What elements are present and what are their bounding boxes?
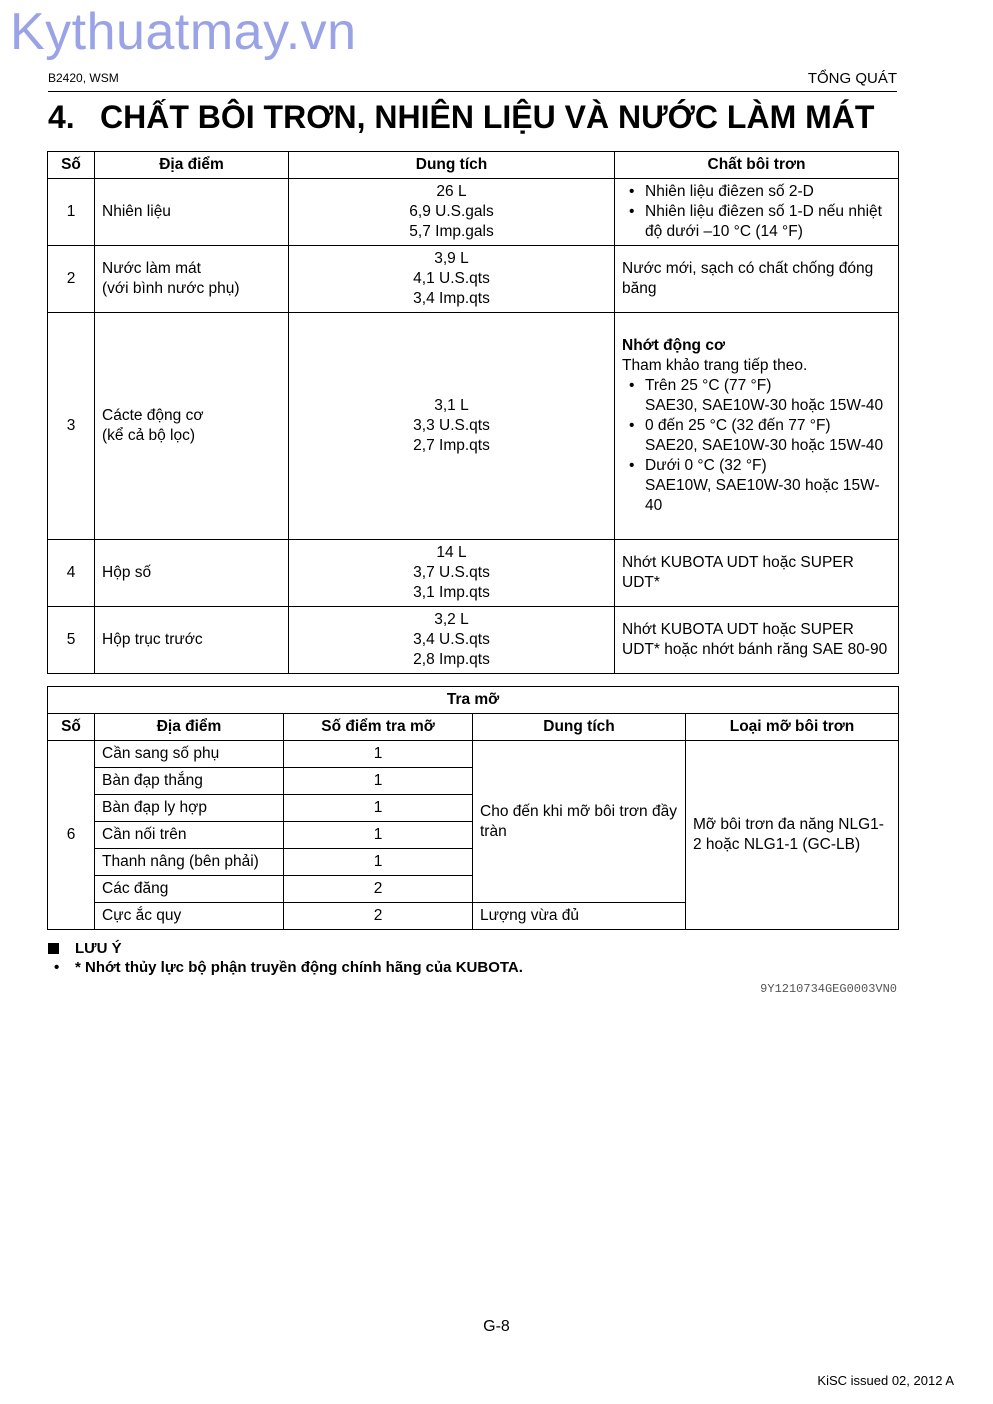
table-row bbox=[48, 607, 899, 674]
row-no: 2 bbox=[48, 246, 95, 313]
row-location: Cực ắc quy bbox=[95, 903, 284, 930]
title-text: CHẤT BÔI TRƠN, NHIÊN LIỆU VÀ NƯỚC LÀM MÁT bbox=[100, 99, 875, 135]
row-no: 5 bbox=[48, 607, 95, 674]
col-header-capacity: Dung tích bbox=[289, 152, 615, 179]
issued-note: KiSC issued 02, 2012 A bbox=[817, 1373, 954, 1388]
row-location: Bàn đạp thắng bbox=[95, 768, 284, 795]
row-lubricant bbox=[615, 179, 899, 246]
row-location: Hộp số bbox=[95, 540, 289, 607]
header-model: B2420, WSM bbox=[48, 71, 119, 85]
title-number: 4. bbox=[48, 99, 75, 135]
table-row bbox=[48, 313, 899, 540]
lubricant-heading: Nhớt động cơ bbox=[622, 337, 725, 354]
col-header-location: Địa điểm bbox=[95, 714, 284, 741]
page-title bbox=[48, 97, 874, 137]
bullet-item: • Trên 25 °C (77 °F) SAE30, SAE10W-30 hoặc 15W-40 bbox=[622, 376, 891, 416]
row-lubricant bbox=[615, 313, 899, 540]
bullet-icon: • bbox=[54, 959, 60, 976]
row-location: Cần nối trên bbox=[95, 822, 284, 849]
document-code: 9Y1210734GEG0003VN0 bbox=[760, 982, 897, 996]
row-location: Bàn đạp ly hợp bbox=[95, 795, 284, 822]
row-location: Cácte động cơ (kể cả bộ lọc) bbox=[95, 313, 289, 540]
col-header-no: Số bbox=[48, 152, 95, 179]
fluids-table bbox=[47, 151, 899, 674]
row-capacity: 3,1 L 3,3 U.S.qts 2,7 Imp.qts bbox=[289, 313, 615, 540]
row-lubricant: Nhớt KUBOTA UDT hoặc SUPER UDT* bbox=[615, 540, 899, 607]
col-header-lubricant: Chất bôi trơn bbox=[615, 152, 899, 179]
table-header-row bbox=[48, 714, 899, 741]
row-location: Nhiên liệu bbox=[95, 179, 289, 246]
col-header-capacity: Dung tích bbox=[473, 714, 686, 741]
col-header-location: Địa điểm bbox=[95, 152, 289, 179]
row-location: Cần sang số phụ bbox=[95, 741, 284, 768]
page-number: G-8 bbox=[483, 1318, 510, 1335]
row-no: 4 bbox=[48, 540, 95, 607]
table-row bbox=[48, 246, 899, 313]
row-no: 1 bbox=[48, 179, 95, 246]
row-capacity: 3,9 L 4,1 U.S.qts 3,4 Imp.qts bbox=[289, 246, 615, 313]
row-points: 2 bbox=[284, 876, 473, 903]
grease-caption: Tra mỡ bbox=[48, 687, 899, 714]
table-row bbox=[48, 741, 899, 768]
lubricant-intro: Tham khảo trang tiếp theo. bbox=[622, 357, 808, 374]
table-row bbox=[48, 179, 899, 246]
row-location: Thanh nâng (bên phải) bbox=[95, 849, 284, 876]
row-lubricant: Nhớt KUBOTA UDT hoặc SUPER UDT* hoặc nhớt bánh răng SAE 80-90 bbox=[615, 607, 899, 674]
note-text: * Nhớt thủy lực bộ phận truyền động chính hãng của KUBOTA. bbox=[75, 959, 523, 976]
row-capacity: Cho đến khi mỡ bôi trơn đầy tràn bbox=[473, 741, 686, 903]
row-points: 1 bbox=[284, 849, 473, 876]
row-location: Các đăng bbox=[95, 876, 284, 903]
row-no: 6 bbox=[48, 741, 95, 930]
row-capacity: 3,2 L 3,4 U.S.qts 2,8 Imp.qts bbox=[289, 607, 615, 674]
bullet-item: • Nhiên liệu điêzen số 2-D bbox=[622, 182, 891, 202]
grease-caption-row bbox=[48, 687, 899, 714]
row-capacity: 14 L 3,7 U.S.qts 3,1 Imp.qts bbox=[289, 540, 615, 607]
row-capacity: 26 L 6,9 U.S.gals 5,7 Imp.gals bbox=[289, 179, 615, 246]
row-points: 1 bbox=[284, 795, 473, 822]
row-points: 1 bbox=[284, 822, 473, 849]
watermark: Kythuatmay.vn bbox=[10, 3, 357, 61]
row-no: 3 bbox=[48, 313, 95, 540]
row-grease-type: Mỡ bôi trơn đa năng NLG1-2 hoặc NLG1-1 (GC-LB) bbox=[686, 741, 899, 930]
bullet-item: • Dưới 0 °C (32 °F) SAE10W, SAE10W-30 hoặc 15W-40 bbox=[622, 456, 891, 516]
bullet-item: • 0 đến 25 °C (32 đến 77 °F) SAE20, SAE10W-30 hoặc 15W-40 bbox=[622, 416, 891, 456]
row-location: Hộp trục trước bbox=[95, 607, 289, 674]
table-row bbox=[48, 540, 899, 607]
header-section: TỔNG QUÁT bbox=[807, 70, 897, 87]
row-location: Nước làm mát (với bình nước phụ) bbox=[95, 246, 289, 313]
col-header-no: Số bbox=[48, 714, 95, 741]
row-lubricant: Nước mới, sạch có chất chống đóng băng bbox=[615, 246, 899, 313]
row-points: 1 bbox=[284, 741, 473, 768]
bullet-item: • Nhiên liệu điêzen số 1-D nếu nhiệt độ dưới –10 °C (14 °F) bbox=[622, 202, 891, 242]
note-title: LƯU Ý bbox=[75, 940, 122, 957]
header-rule bbox=[48, 91, 897, 92]
row-points: 2 bbox=[284, 903, 473, 930]
note-square-icon bbox=[48, 943, 59, 954]
row-capacity-last: Lượng vừa đủ bbox=[473, 903, 686, 930]
col-header-grease-type: Loại mỡ bôi trơn bbox=[686, 714, 899, 741]
col-header-points: Số điểm tra mỡ bbox=[284, 714, 473, 741]
table-header-row bbox=[48, 152, 899, 179]
grease-table bbox=[47, 686, 899, 930]
row-points: 1 bbox=[284, 768, 473, 795]
